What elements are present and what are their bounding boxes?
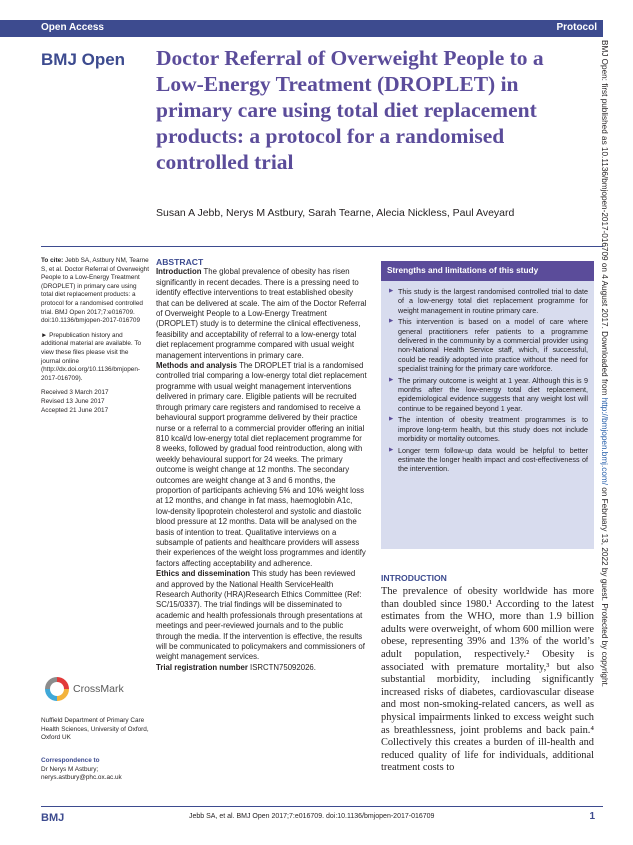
open-access-label: Open Access [41,22,104,33]
top-banner [0,20,603,37]
list-item: ▶ The primary outcome is weight at 1 year. Although this is 9 months after the low-energy total diet replacement, epidemiological evidence suggests that any weight lost will continue to be regained beyond 1 year. [389,376,588,414]
journal-logo: BMJ Open [41,50,126,69]
crossmark-label: CrossMark [73,683,124,695]
crossmark-badge[interactable] [45,677,155,703]
citation-sidebar [41,257,149,415]
affiliation: Nuffield Department of Primary Care Health Sciences, University of Oxford, Oxford UK [41,717,149,742]
watermark-text: BMJ Open: first published as 10.1136/bmjopen-2017-016709 on 4 August 2017. Downloaded from [600,40,609,398]
cite-label: To cite: [41,257,64,264]
list-item: ▶ Longer term follow-up data would be helpful to better estimate the longer health impact and cost-effectiveness of the intervention. [389,446,588,474]
abstract-methods-text: The DROPLET trial is a randomised controlled trial comparing a low-energy total diet replacement programme with usual weight management interventions delivered in primary care. Eligible patients will be recruited through primary care registers and randomised to receive a behavioural support programme delivered by their practice nurse or a referral to a commercial provider offering an initial 810 kcal/d low-energy total diet replacement programme for 8 weeks, followed by gradual food reintroduction, along with weekly behavioural support for 24 weeks. The primary outcome is weight change at 12 months. The secondary outcomes are weight change at 3 and 6 months, the proportion of participants achieving 5% and 10% weight loss at 12 months, and change in fat mass, haemoglobin A1c, low-density lipoprotein cholesterol and systolic and diastolic blood pressure at 12 months. Data will be analysed on the basis of intention to treat. Qualitative interviews on a subsample of patients and healthcare providers will assess their experiences of the weight loss programmes and identify factors affecting acceptability and adherence. [156,361,367,568]
divider [41,246,603,247]
strengths-list [381,287,594,474]
list-item: ▶ The intention of obesity treatment programmes is to improve long-term health, but this study does not include morbidity or mortality outcomes. [389,415,588,443]
article-title: Doctor Referral of Overweight People to a Low-Energy Treatment (DROPLET) in primary care using total diet replacement products: a protocol for a randomised controlled trial [156,46,544,174]
page-footer [41,808,603,826]
bmj-logo: BMJ [41,812,65,824]
strengths-heading: Strengths and limitations of this study [381,261,594,281]
abstract-ethics-label: Ethics and dissemination [156,569,251,579]
abstract-ethics-text: This study has been reviewed and approved by the National Health ServiceHealth Research Authority (HRA)Research Ethics Committee (Ref: SC/15/0337). The trial findings will be disseminated to academic and health professionals through presentations at meetings and peer-reviewed journals and to the public through the media. If the intervention is effective, the results will be communicated to policymakers and commissioners of weight management services. [156,569,365,662]
abstract [156,257,367,673]
revised-date: Revised 13 June 2017 [41,397,105,405]
received-date: Received 3 March 2017 [41,389,109,397]
cite-text: Jebb SA, Astbury NM, Tearne S, et al. Doctor Referral of Overweight People to a Low-Energy Treatment (DROPLET) in primary care using total diet replacement products: a protocol for a randomised controlled trial. BMJ Open 2017;7:e016709. doi:10.1136/bmjopen-2017-016709 [41,257,149,325]
crossmark-icon [45,677,69,701]
page-number: 1 [589,811,595,822]
abstract-methods-label: Methods and analysis [156,361,238,371]
strengths-box [381,261,594,549]
prepub-note[interactable]: ► Prepublication history and additional material are available. To view these files please visit the journal online (http://dx.doi.org/10.1136/bmjopen-2017-016709). [41,331,142,382]
introduction-heading: INTRODUCTION [381,573,447,583]
abstract-intro-label: Introduction [156,267,202,277]
download-watermark [593,40,609,830]
list-item: ▶ This intervention is based on a model of care where general practitioners refer patients to a programme delivered in the community by a commercial provider using non-National Health Service staff, which, if successful, could be readily adopted into practice without the need for specialist training for the primary care workforce. [389,317,588,373]
correspondence-text: Dr Nerys M Astbury; nerys.astbury@phc.ox.ac.uk [41,765,122,782]
abstract-intro-text: The global prevalence of obesity has risen significantly in recent decades. There is a pressing need to identify effective interventions to treat established obesity that can be delivered at scale. The aim of the Doctor Referral of Overweight People to a Low-Energy Treatment (DROPLET) study is to determine the clinical effectiveness, feasibility and acceptability of referral to a low-energy total diet replacement programme compared with usual weight management interventions in primary care. [156,267,367,360]
journal-link[interactable]: http://bmjopen.bmj.com/ [600,397,609,485]
correspondence [41,757,149,783]
accepted-date: Accepted 21 June 2017 [41,406,109,414]
correspondence-label: Correspondence to [41,757,100,764]
trial-registration-label: Trial registration number [156,662,248,672]
author-list: Susan A Jebb, Nerys M Astbury, Sarah Tearne, Alecia Nickless, Paul Aveyard [156,207,515,219]
footer-divider [41,806,603,807]
abstract-heading: ABSTRACT [156,257,204,267]
article-type-label: Protocol [556,22,597,33]
trial-registration-number: ISRCTN75092026. [250,662,316,672]
introduction-section [381,573,594,775]
list-item: ▶ This study is the largest randomised controlled trial to date of a low-energy total diet replacement programme for weight management in routine primary care. [389,287,588,315]
footer-citation: Jebb SA, et al. BMJ Open 2017;7:e016709. doi:10.1136/bmjopen-2017-016709 [189,813,435,820]
introduction-text: The prevalence of obesity worldwide has more than doubled since 1980.¹ According to the latest estimates from the WHO, more than 1.9 billion adults were overweight, of whom 600 million were obese, representing 39% and 13% of the world’s adult population, respectively.² Obesity is associated with premature mortality,³ but also substantial morbidity, including significantly increased risks of diabetes, cardiovascular disease and most non-smoking-related cancers, as well as physical impairments linked to excess weight such as breathlessness, joint problems and back pain.⁴ Collectively this creates a burden of ill-health and reduced quality of life for individuals, additional treatment costs to [381,586,594,774]
watermark-tail: on February 13, 2022 by guest. Protected by copyright. [600,484,609,688]
